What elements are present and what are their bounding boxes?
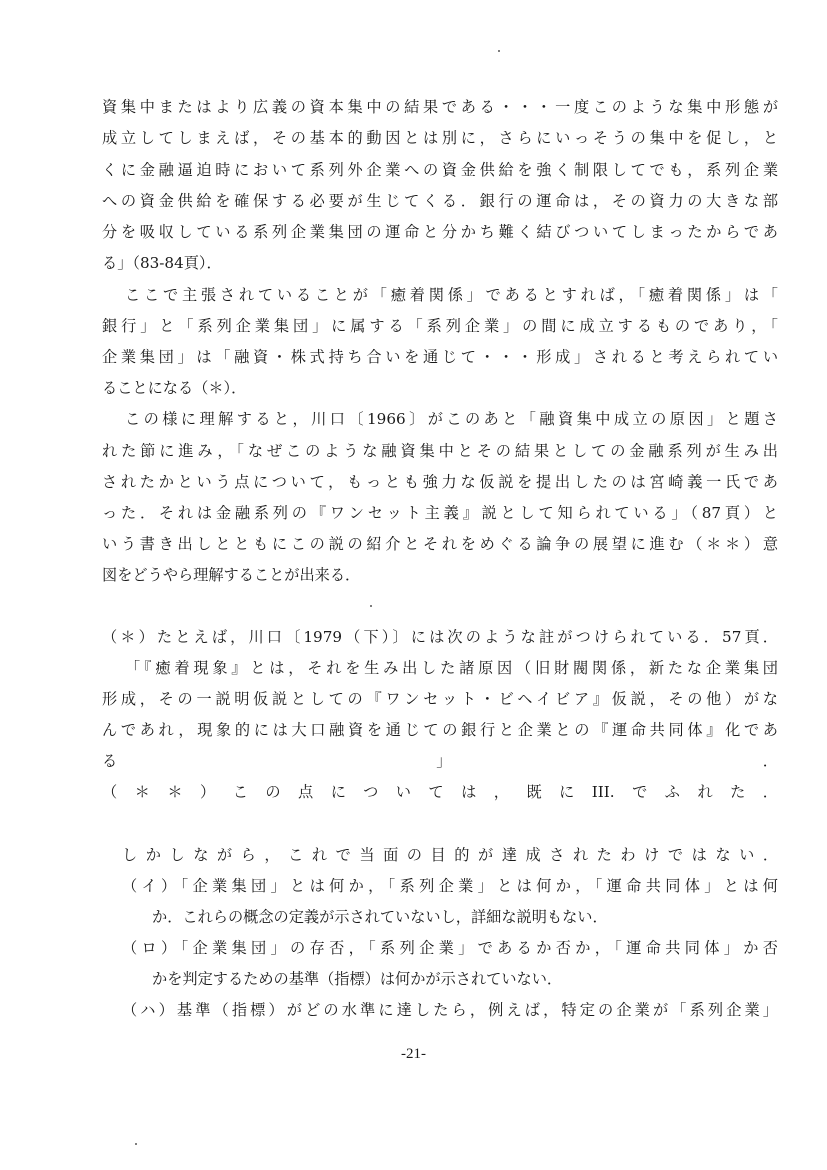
list-item-line: （ハ）基準（指標）がどの水準に達したら，例えば，特定の企業が「系列企業」 [122,1001,778,1019]
list-item-line: （イ）「企業集団」とは何か，「系列企業」とは何か，「運命共同体」とは何 [122,877,778,895]
paragraph-line: ここで主張されていることが「癒着関係」であるとすれば，「癒着関係」は「 [125,286,778,304]
body-line: 資集中またはより広義の資本集中の結果である・・・一度このような集中形態が [102,98,778,116]
paragraph-line: 銀行」と「系列企業集団」に属する「系列企業」の間に成立するものであり，「 [102,317,778,335]
paragraph-line: されたかという点について，もっとも強力な仮説を提出したのは宮崎義一氏であ [102,473,778,491]
body-line: くに金融逼迫時において系列外企業への資金供給を強く制限してでも，系列企業 [102,161,778,179]
list-item-line: （ロ）「企業集団」の存否，「系列企業」であるか否か，「運命共同体」か否 [122,939,778,957]
scan-speck [370,605,372,607]
paragraph-line: れた節に進み，「なぜこのような融資集中とその結果としての金融系列が生み出 [102,442,778,460]
footnote-line: 形成，その一説明仮説としての『ワンセット・ビヘイビア』仮説，その他）がな [102,690,778,708]
body-line: への資金供給を確保する必要が生じてくる．銀行の運命は，その資力の大きな部 [102,192,778,210]
footnote-line: んであれ，現象的には大口融資を通じての銀行と企業との『運命共同体』化であ [102,721,778,739]
paragraph-line: 図をどうやら理解することが出来る． [102,566,361,584]
scan-speck [135,1143,137,1145]
scan-speck [498,50,500,52]
paragraph-line: この様に理解すると，川口〔1966〕がこのあと「融資集中成立の原因」と題さ [125,410,778,428]
body-line: る」（83-84頁）． [102,254,222,272]
page-number: -21- [401,1046,426,1062]
paragraph-line: った．それは金融系列の『ワンセット主義』説として知られている」（87頁）と [102,504,778,522]
body-line: 成立してしまえば，その基本的動因とは別に，さらにいっそうの集中を促し，と [102,129,778,147]
paragraph-line: ることになる（＊）． [102,379,247,397]
list-item-line: か．これらの概念の定義が示されていないし，詳細な説明もない． [152,908,608,926]
paragraph-line: しかしながら，これで当面の目的が達成されたわけではない． [122,846,778,864]
footnote-line: （＊）たとえば，川口〔1979（下）〕には次のような註がつけられている．57頁． [102,628,778,646]
list-item-line: かを判定するための基準（指標）は何かが示されていない． [152,970,563,988]
footnote-line: る」． [102,752,778,770]
body-line: 分を吸収している系列企業集団の運命と分かち難く結びついてしまったからであ [102,223,778,241]
footnote-line: 「『癒着現象』とは，それを生み出した諸原因（旧財閥関係，新たな企業集団 [125,659,778,677]
paragraph-line: いう書き出しとともにこの説の紹介とそれをめぐる論争の展望に進む（＊＊）意 [102,535,778,553]
paragraph-line: 企業集団」は「融資・株式持ち合いを通じて・・・形成」されると考えられてい [102,348,778,366]
footnote-line: （＊＊）この点については，既にIII.でふれた． [102,783,778,801]
